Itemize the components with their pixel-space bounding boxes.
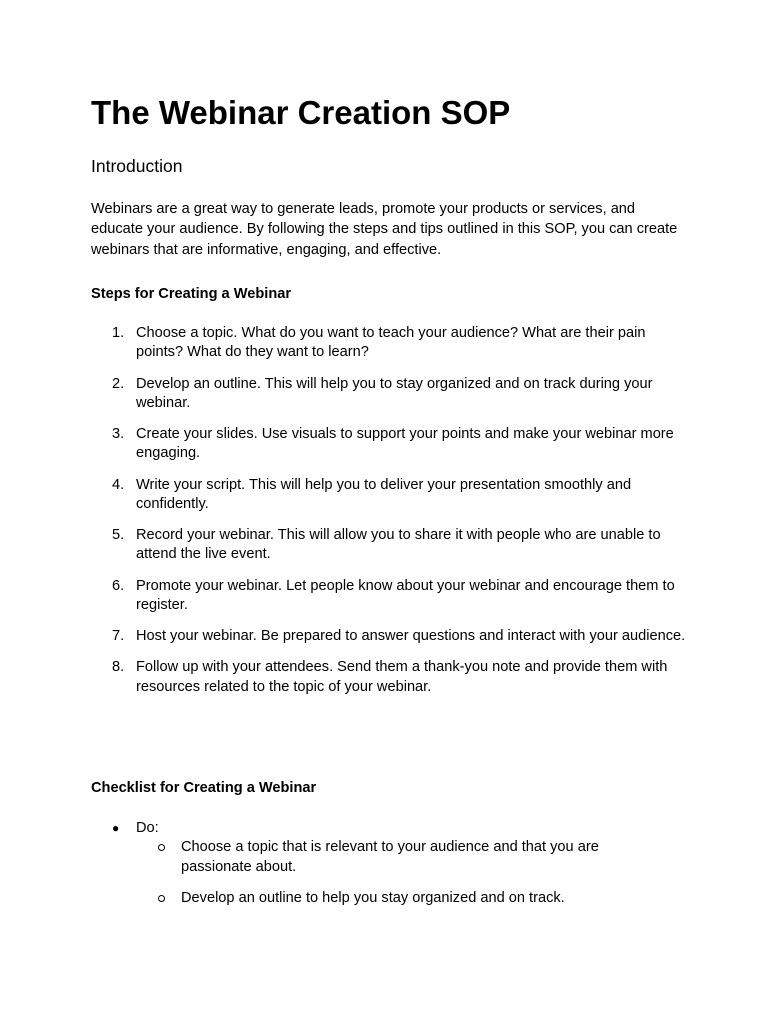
step-number: 3. <box>112 426 125 442</box>
step-item <box>91 526 691 565</box>
introduction-paragraph: Webinars are a great way to generate leads, promote your products or services, and educate your audience. By following the steps and tips outlined in this SOP, you can create webinars that are informative, engaging, and effective. <box>91 201 678 258</box>
step-item <box>91 476 691 515</box>
checklist-subitem-text: Choose a topic that is relevant to your audience and that you are passionate about. <box>181 839 599 875</box>
step-text: Choose a topic. What do you want to teach your audience? What are their pain points? What do they want to learn? <box>136 325 646 361</box>
checklist-subitem <box>91 838 691 877</box>
step-number: 4. <box>112 476 125 493</box>
step-text: Host your webinar. Be prepared to answer questions and interact with your audience. <box>136 628 686 644</box>
hollow-circle-bullet-icon <box>158 895 165 902</box>
step-item <box>91 324 691 363</box>
step-text: Write your script. This will help you to deliver your presentation smoothly and confidently. <box>136 476 632 512</box>
steps-heading: Steps for Creating a Webinar <box>91 286 292 302</box>
step-number: 6. <box>112 577 125 594</box>
step-number: 1. <box>112 325 125 341</box>
step-item <box>91 375 691 414</box>
introduction-heading: Introduction <box>91 156 183 176</box>
step-number: 7. <box>112 628 125 644</box>
step-number: 5. <box>112 527 125 543</box>
step-text: Promote your webinar. Let people know about your webinar and encourage them to register. <box>136 577 675 613</box>
checklist-subitem <box>91 889 691 909</box>
bullet-icon: ● <box>112 821 120 835</box>
step-item <box>91 658 691 697</box>
step-item <box>91 425 691 464</box>
steps-list <box>91 324 691 709</box>
document-title: The Webinar Creation SOP <box>91 94 511 131</box>
step-text: Create your slides. Use visuals to support your points and make your webinar more engaging. <box>136 426 674 462</box>
step-text: Record your webinar. This will allow you to share it with people who are unable to attend the live event. <box>136 527 661 563</box>
step-number: 8. <box>112 659 125 676</box>
step-item <box>91 577 691 616</box>
checklist-do-label: Do: <box>136 820 159 836</box>
step-item <box>91 627 691 646</box>
step-text: Follow up with your attendees. Send them a thank-you note and provide them with resources related to the topic of your webinar. <box>136 659 668 695</box>
checklist-do-sublist <box>91 838 691 920</box>
step-text: Develop an outline. This will help you to stay organized and on track during your webinar. <box>136 375 653 411</box>
hollow-circle-bullet-icon <box>158 844 165 851</box>
step-number: 2. <box>112 375 125 392</box>
checklist-heading: Checklist for Creating a Webinar <box>91 780 317 796</box>
checklist-subitem-text: Develop an outline to help you stay organized and on track. <box>181 889 565 906</box>
